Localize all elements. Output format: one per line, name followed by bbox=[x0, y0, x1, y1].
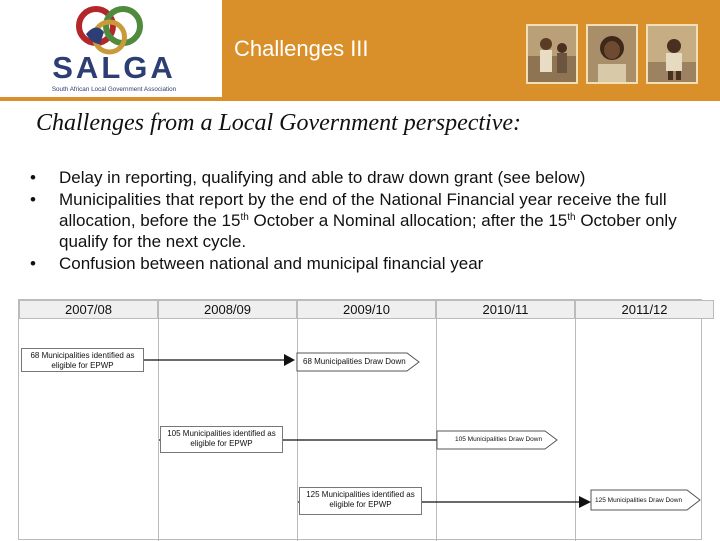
logo-subtitle: South African Local Government Association bbox=[51, 86, 177, 93]
photo-strip bbox=[522, 20, 708, 88]
bullet-item: • Confusion between national and municipal financial year bbox=[30, 253, 710, 274]
year-label: 2009/10 bbox=[297, 300, 436, 319]
bullet-list bbox=[30, 167, 710, 275]
slide-title: Challenges III bbox=[234, 36, 369, 61]
draw-down-label: 125 Municipalities Draw Down bbox=[595, 497, 683, 504]
photo-woman bbox=[586, 24, 638, 84]
year-label: 2011/12 bbox=[575, 300, 714, 319]
eligibility-box: 125 Municipalities identified as eligible for EPWP bbox=[299, 487, 422, 515]
header-divider bbox=[0, 97, 720, 101]
draw-down-label: 105 Municipalities Draw Down bbox=[455, 436, 543, 443]
eligibility-box: 105 Municipalities identified as eligible for EPWP bbox=[160, 426, 283, 453]
photo-workers bbox=[526, 24, 578, 84]
draw-down-label: 68 Municipalities Draw Down bbox=[303, 357, 406, 366]
year-label: 2010/11 bbox=[436, 300, 575, 319]
timeline bbox=[18, 299, 702, 540]
section-subtitle: Challenges from a Local Government perspective: bbox=[36, 110, 522, 136]
eligibility-box: 68 Municipalities identified as eligible for EPWP bbox=[21, 348, 144, 372]
bullet-item: • Municipalities that report by the end of the National Financial year receive the full allocation, before the 15th October a Nominal allocation; after the 15th October only qualify for the next cycle. bbox=[30, 189, 710, 252]
year-label: 2007/08 bbox=[19, 300, 158, 319]
photo-child bbox=[646, 24, 698, 84]
logo bbox=[0, 0, 222, 97]
year-label: 2008/09 bbox=[158, 300, 297, 319]
bullet-item: • Delay in reporting, qualifying and able to draw down grant (see below) bbox=[30, 167, 710, 188]
logo-wordmark: SALGA bbox=[52, 50, 176, 85]
